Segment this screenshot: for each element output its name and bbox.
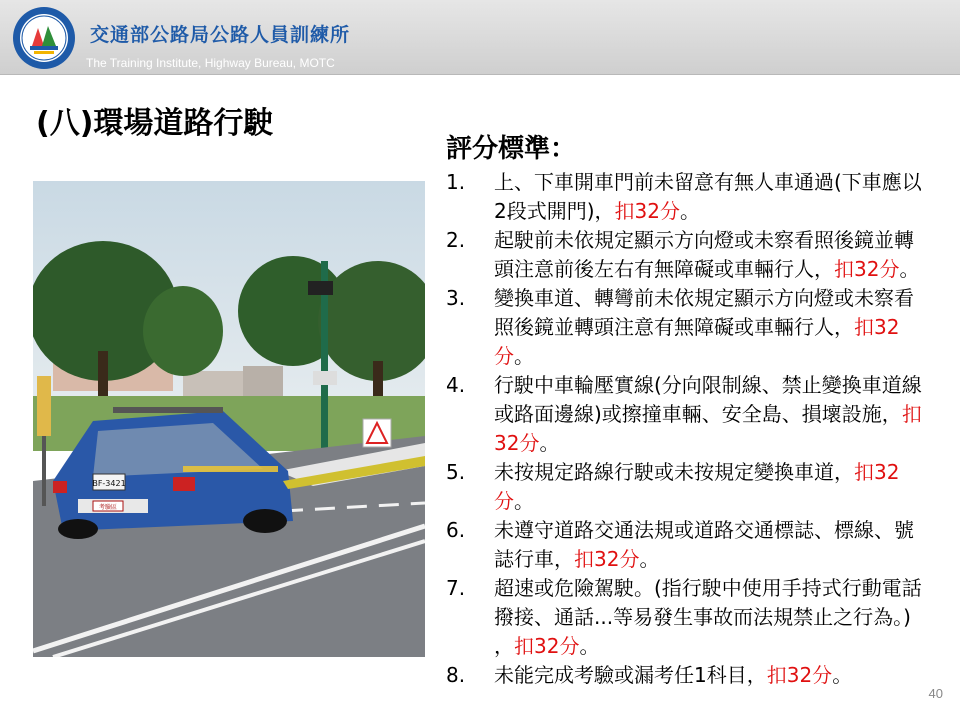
criteria-item-description: 超速或危險駕駛。(指行駛中使用手持式行動電話撥接、通話...等易發生事故而法規禁止之行為。) ， <box>494 576 922 658</box>
criteria-heading: 評分標準： <box>446 134 577 164</box>
criteria-item-end: 。 <box>579 634 600 658</box>
criteria-item-number: 7. <box>446 576 466 600</box>
criteria-item-end: 。 <box>899 257 920 281</box>
criteria-item-text <box>494 458 929 516</box>
criteria-item-end: 。 <box>514 489 534 513</box>
criteria-item-text <box>494 516 929 574</box>
penalty-label: 扣32分 <box>834 257 900 281</box>
criteria-item-number: 1. <box>446 170 466 194</box>
criteria-item <box>446 226 936 284</box>
criteria-item-text <box>494 574 929 661</box>
criteria-item-number: 6. <box>446 518 466 542</box>
criteria-item-description: 上、下車開車門前未留意有無人車通過(下車應以2段式開門)， <box>494 170 922 223</box>
slide-title: (八)環場道路行駛 <box>36 106 274 141</box>
criteria-item-end: 。 <box>539 431 560 455</box>
criteria-item-number: 2. <box>446 228 466 252</box>
criteria-item-end: 。 <box>514 344 534 368</box>
criteria-item-text <box>494 661 929 690</box>
scoring-criteria-list <box>446 168 936 690</box>
training-institute-emblem-icon <box>12 6 76 70</box>
penalty-label: 扣32分 <box>494 402 922 455</box>
criteria-item-end: 。 <box>639 547 660 571</box>
penalty-label: 扣32分 <box>574 547 640 571</box>
organization-name: 交通部公路局公路人員訓練所 <box>90 24 351 46</box>
slide-header <box>0 0 960 75</box>
criteria-item-number: 4. <box>446 373 466 397</box>
penalty-label: 扣32分 <box>766 663 833 687</box>
criteria-item <box>446 661 936 690</box>
criteria-item-description: 起駛前未依規定顯示方向燈或未察看照後鏡並轉頭注意前後左右有無障礙或車輛行人， <box>494 228 914 281</box>
driving-test-photo <box>33 181 425 657</box>
criteria-item-description: 變換車道、轉彎前未依規定顯示方向燈或未察看照後鏡並轉頭注意有無障礙或車輛行人， <box>494 286 914 339</box>
criteria-item <box>446 574 936 661</box>
criteria-item-number: 5. <box>446 460 466 484</box>
criteria-item-end: 。 <box>832 663 853 687</box>
penalty-label: 扣32分 <box>494 460 900 513</box>
criteria-item-text <box>494 284 929 371</box>
penalty-label: 扣32分 <box>514 634 580 658</box>
criteria-item-description: 行駛中車輪壓實線(分向限制線、禁止變換車道線或路面邊線)或擦撞車輛、安全島、損壞設施， <box>494 373 922 426</box>
criteria-item-number: 8. <box>446 663 466 687</box>
penalty-label: 扣32分 <box>494 315 900 368</box>
criteria-item-number: 3. <box>446 286 466 310</box>
criteria-item-description: 未能完成考驗或漏考任1科目， <box>494 663 767 687</box>
criteria-item-end: 。 <box>679 199 700 223</box>
taxi-sign: 考驗區 <box>98 504 118 511</box>
criteria-item <box>446 168 936 226</box>
criteria-item-text <box>494 371 929 458</box>
criteria-item-text <box>494 226 929 284</box>
criteria-item-description: 未遵守道路交通法規或道路交通標誌、標線、號誌行車， <box>494 518 914 571</box>
penalty-label: 扣32分 <box>614 199 680 223</box>
criteria-item <box>446 458 936 516</box>
organization-name-english: The Training Institute, Highway Bureau, MOTC <box>86 56 335 70</box>
criteria-item <box>446 516 936 574</box>
criteria-item-text <box>494 168 929 226</box>
criteria-item <box>446 284 936 371</box>
page-number: 40 <box>928 686 943 701</box>
license-plate: BF-3421 <box>92 479 126 488</box>
criteria-item <box>446 371 936 458</box>
criteria-item-description: 未按規定路線行駛或未按規定變換車道， <box>494 460 854 484</box>
